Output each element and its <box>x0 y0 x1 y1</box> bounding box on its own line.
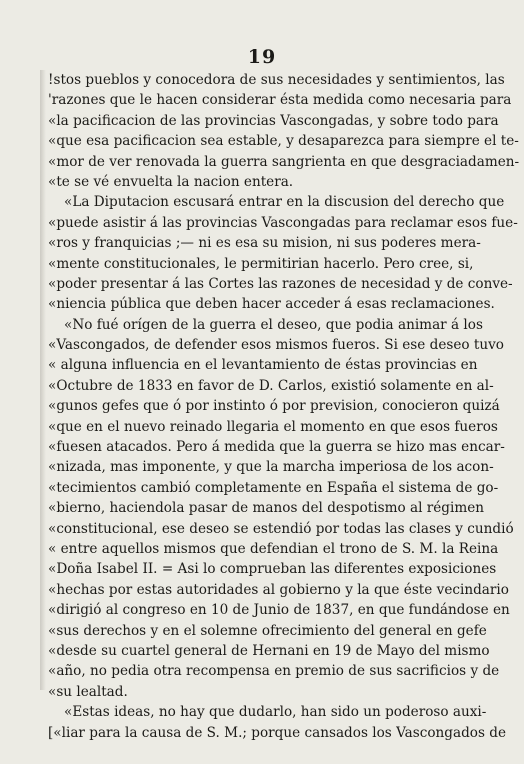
text-line: [«liar para la causa de S. M.; porque cansados los Vascongados de <box>48 724 507 741</box>
text-line: «año, no pedia otra recompensa en premio de sus sacrificios y de <box>48 663 500 680</box>
text-line: «poder presentar á las Cortes las razones de necesidad y de conve- <box>48 275 513 292</box>
text-line: «constitucional, ese deseo se estendió por todas las clases y cundió <box>48 520 514 537</box>
text-line: «mor de ver renovada la guerra sangrienta en que desgraciadamen- <box>48 153 520 170</box>
text-line: «tecimientos cambió completamente en España el sistema de go- <box>48 479 499 496</box>
page-number: 19 <box>247 46 277 68</box>
text-line: « alguna influencia en el levantamiento de éstas provincias en <box>48 357 478 374</box>
text-line: 'razones que le hacen considerar ésta medida como necesaria para <box>48 92 512 109</box>
text-line: «dirigió al congreso en 10 de Junio de 1837, en que fundándose en <box>48 602 510 619</box>
text-line: !stos pueblos y conocedora de sus necesidades y sentimientos, las <box>48 72 505 88</box>
text-line: «Octubre de 1833 en favor de D. Carlos, existió solamente en al- <box>48 377 494 394</box>
text-line: «sus derechos y en el solemne ofrecimiento del general en gefe <box>48 622 487 639</box>
text-line: «Estas ideas, no hay que dudarlo, han sido un poderoso auxi- <box>64 704 487 721</box>
text-line: «bierno, haciendola pasar de manos del despotismo al régimen <box>48 500 485 517</box>
text-line: «desde su cuartel general de Hernani en 19 de Mayo del mismo <box>48 642 490 659</box>
text-line: «nizada, mas imponente, y que la marcha imperiosa de los acon- <box>48 459 494 476</box>
text-line: «hechas por estas autoridades al gobierno y la que éste vecindario <box>48 581 509 598</box>
text-line: «mente constitucionales, le permitirian hacerlo. Pero cree, si, <box>48 255 474 272</box>
body-text <box>48 70 520 743</box>
text-line: «que en el nuevo reinado llegaria el momento en que esos fueros <box>48 418 498 435</box>
text-line: «la pacificacion de las provincias Vascongadas, y sobre todo para <box>48 112 499 129</box>
binding-shadow <box>40 70 46 690</box>
text-line: «te se vé envuelta la nacion entera. <box>48 173 294 190</box>
text-line: «Vascongados, de defender esos mismos fueros. Si ese deseo tuvo <box>48 337 504 354</box>
text-line: «gunos gefes que ó por instinto ó por prevision, conocieron quizá <box>48 398 500 415</box>
text-line: «No fué orígen de la guerra el deseo, que podia animar á los <box>64 316 483 333</box>
text-line: «su lealtad. <box>48 683 128 700</box>
text-line: «Doña Isabel II. = Asi lo comprueban las diferentes exposiciones <box>48 561 497 578</box>
text-line: «puede asistir á las provincias Vascongadas para reclamar esos fue- <box>48 214 518 231</box>
text-line: « entre aquellos mismos que defendian el trono de S. M. la Reina <box>48 540 499 557</box>
text-line: «ros y franquicias ;— ni es esa su mision, ni sus poderes mera- <box>48 235 481 252</box>
text-line: «que esa pacificacion sea estable, y desaparezca para siempre el te- <box>48 133 519 150</box>
text-line: «La Diputacion escusará entrar en la discusion del derecho que <box>64 194 505 211</box>
text-line: «fuesen atacados. Pero á medida que la guerra se hizo mas encar- <box>48 439 505 456</box>
text-line: «niencia pública que deben hacer acceder á esas reclamaciones. <box>48 296 495 313</box>
